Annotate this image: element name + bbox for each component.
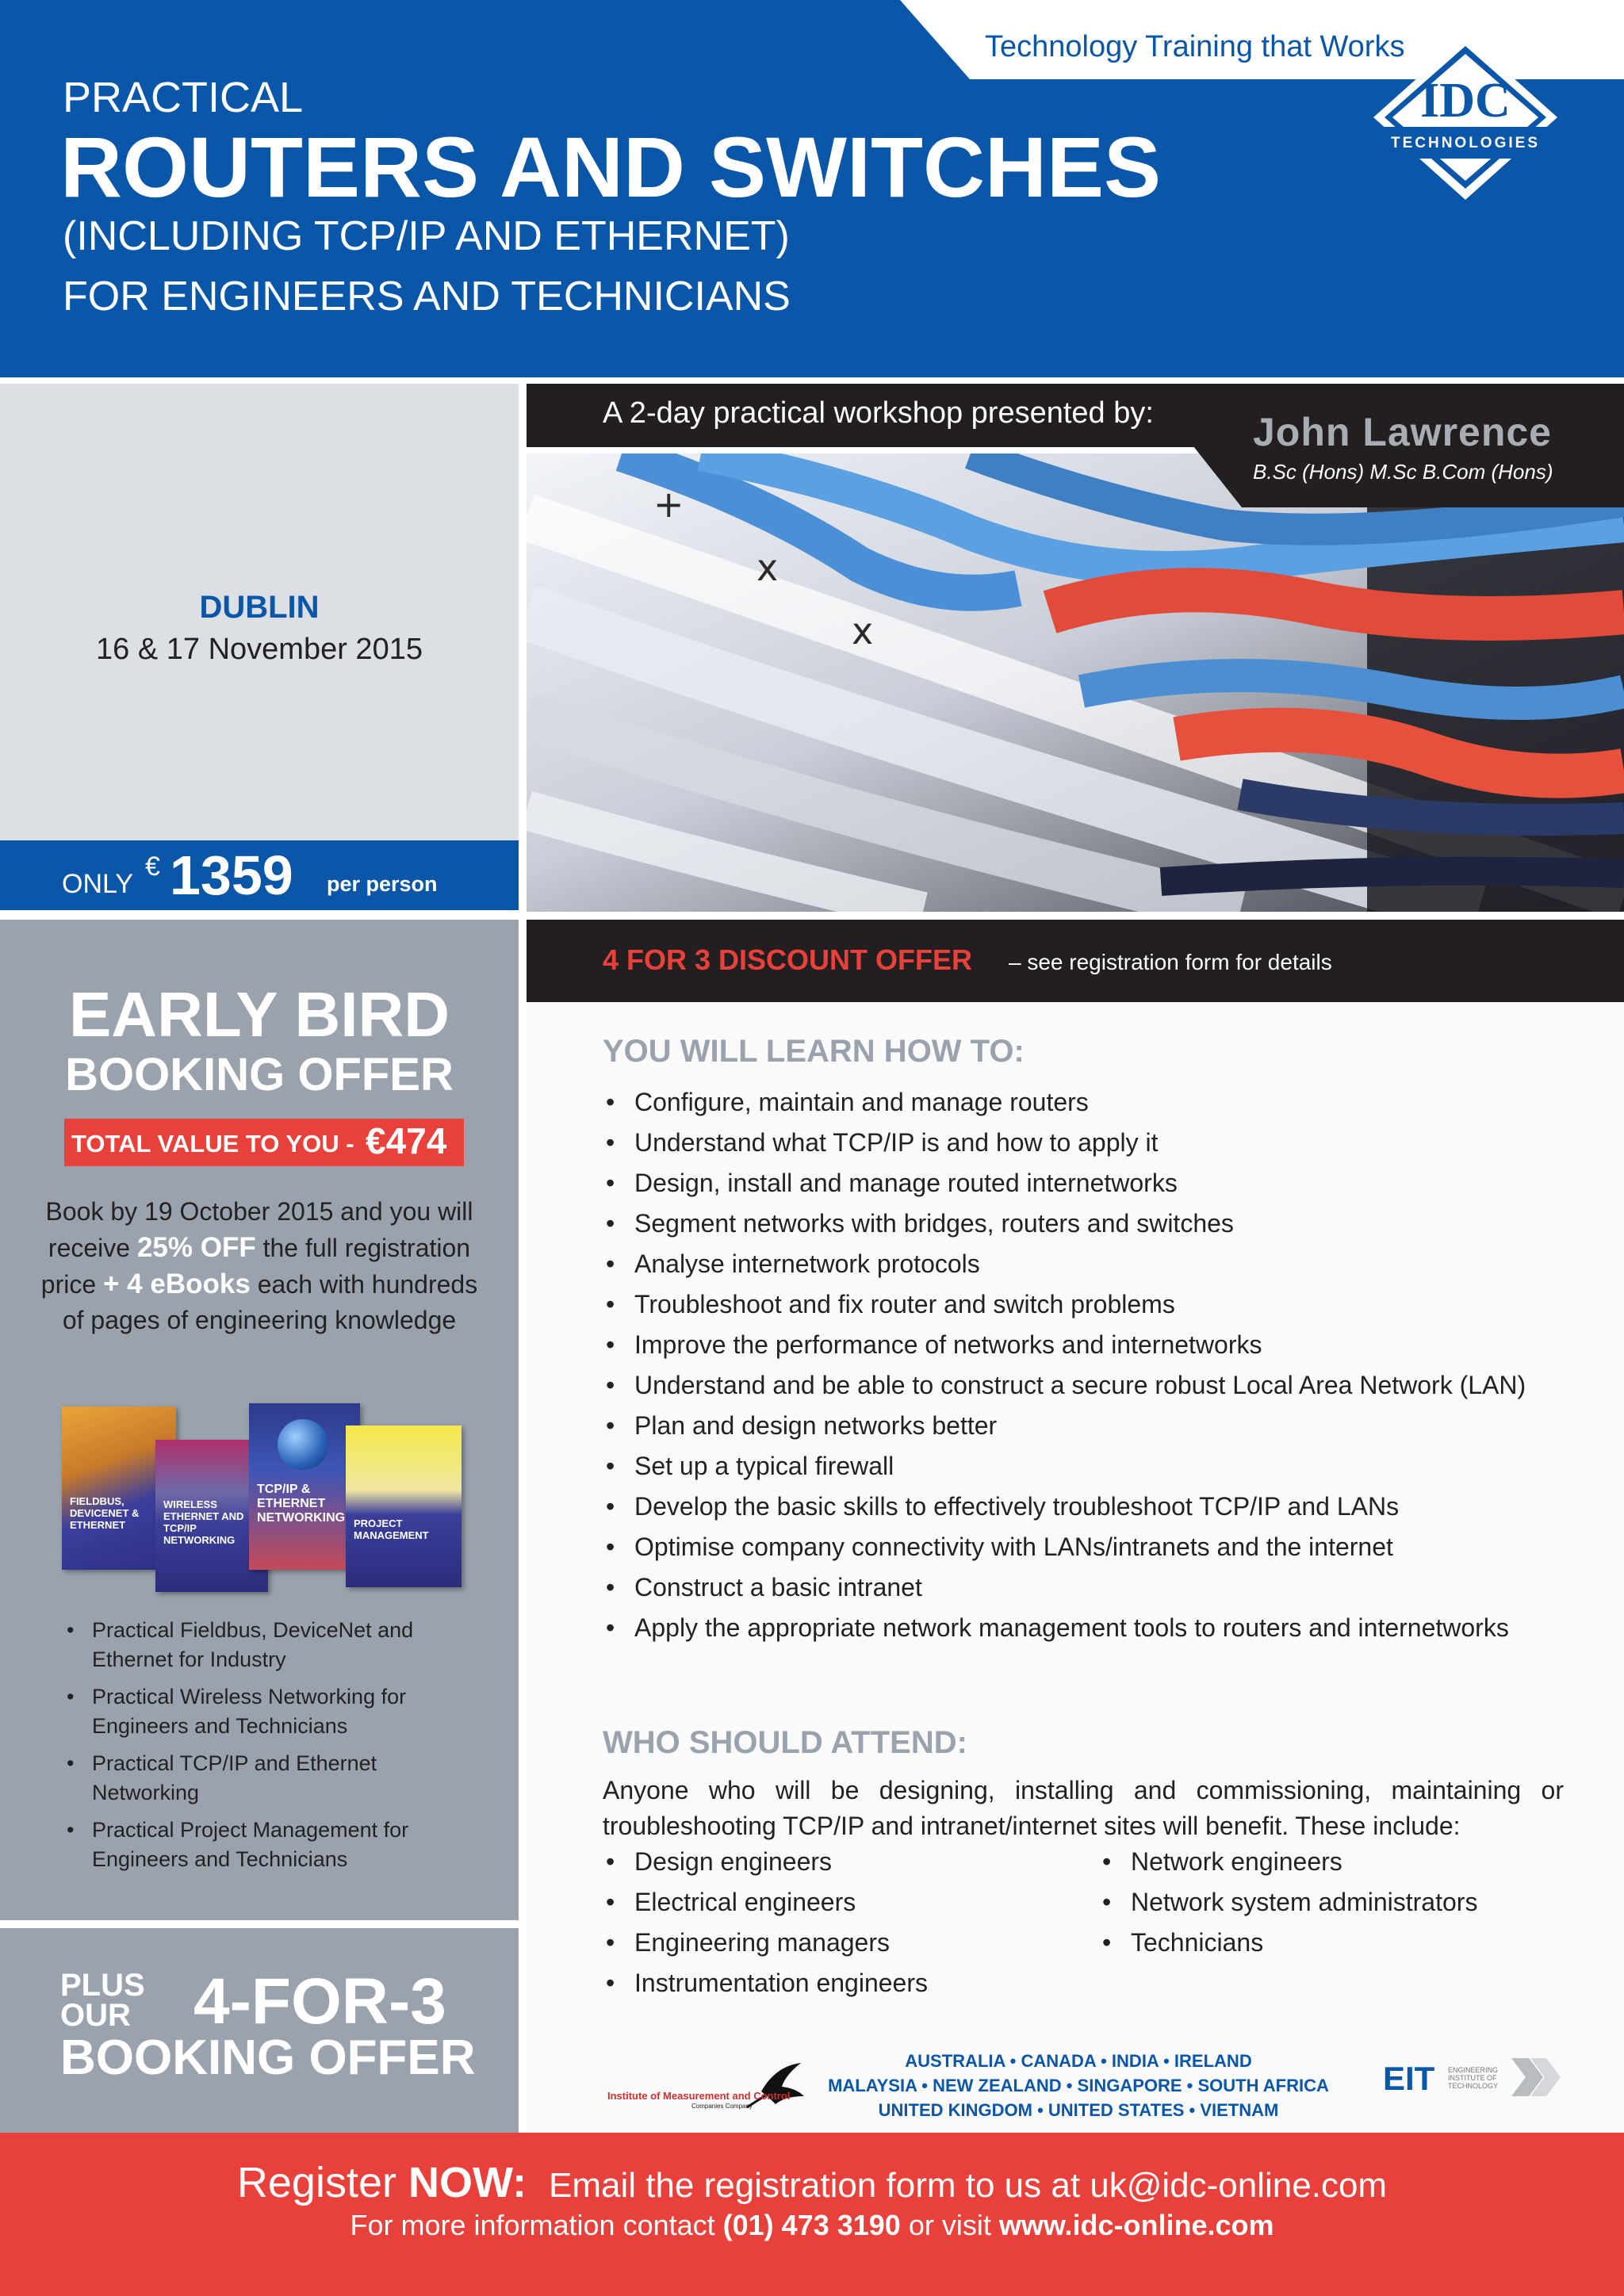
attend-list-left <box>603 1844 928 2006</box>
ebook-covers <box>62 1403 466 1592</box>
list-item: • Design engineers <box>603 1844 928 1879</box>
list-item: • Apply the appropriate network management tools to routers and internetworks <box>603 1610 1570 1645</box>
list-item: • Engineering managers <box>603 1925 928 1960</box>
contact-visit: or visit <box>900 2209 999 2241</box>
attend-list-right <box>1099 1844 1477 1965</box>
list-item: • Understand and be able to construct a secure robust Local Area Network (LAN) <box>603 1368 1570 1402</box>
contact-phone[interactable]: (01) 473 3190 <box>722 2209 901 2241</box>
ebook-cover-title-1: FIELDBUS, DEVICENET & ETHERNET <box>70 1495 140 1531</box>
countries-list <box>825 2049 1332 2122</box>
list-item: • Practical TCP/IP and Ethernet Networking <box>67 1749 479 1808</box>
early-bird-text-c: each with hundreds of pages of engineering knowledge <box>62 1270 478 1334</box>
attend-intro: Anyone who will be designing, installing and commissioning, maintaining or troubleshooting TCP/IP and intranet/internet sites will benefit. These include: <box>603 1776 1564 1840</box>
total-value-amount: €474 <box>366 1120 447 1161</box>
logo-subtext: TECHNOLOGIES <box>1390 135 1540 151</box>
title-prefix: PRACTICAL <box>63 74 304 121</box>
list-item: • Optimise company connectivity with LANs/intranets and the internet <box>603 1529 1570 1564</box>
ebooks-highlight: + 4 eBooks <box>103 1269 251 1299</box>
contact-line <box>0 2209 1624 2242</box>
list-item: • Practical Project Management for Engineers and Technicians <box>67 1816 479 1874</box>
early-bird-text <box>32 1194 487 1338</box>
attend-heading: WHO SHOULD ATTEND: <box>603 1725 967 1760</box>
chevron-right-icon <box>1507 2053 1564 2101</box>
total-value-label: TOTAL VALUE TO YOU - <box>71 1130 354 1158</box>
register-label: Register <box>236 2159 408 2206</box>
ebook-cover-title-3: TCP/IP & ETHERNET NETWORKING <box>257 1483 346 1525</box>
presenter-name: John Lawrence <box>1253 410 1552 454</box>
presenter-credentials: B.Sc (Hons) M.Sc B.Com (Hons) <box>1253 460 1553 484</box>
list-item: • Plan and design networks better <box>603 1408 1570 1443</box>
website-link[interactable]: www.idc-online.com <box>998 2209 1274 2241</box>
list-item: • Configure, maintain and manage routers <box>603 1085 1570 1119</box>
list-item: • Practical Wireless Networking for Engineers and Technicians <box>67 1682 479 1741</box>
early-bird-subtitle: BOOKING OFFER <box>65 1049 454 1100</box>
list-item: • Analyse internetwork protocols <box>603 1246 1570 1281</box>
list-item: • Understand what TCP/IP is and how to apply it <box>603 1125 1570 1160</box>
svg-text:+: + <box>653 483 684 526</box>
ebook-cover-title-4: PROJECT MANAGEMENT <box>354 1517 429 1541</box>
ebook-list <box>67 1616 479 1882</box>
discount-highlight: 25% OFF <box>136 1232 256 1263</box>
list-item: • Network engineers <box>1099 1844 1477 1879</box>
ebook-cover-3 <box>249 1403 360 1570</box>
list-item: • Construct a basic intranet <box>603 1570 1570 1605</box>
register-line <box>0 2158 1624 2207</box>
svg-text:x: x <box>756 546 779 589</box>
logo-text: IDC <box>1420 74 1511 128</box>
price-per-person: per person <box>327 872 438 896</box>
location-city: DUBLIN <box>199 590 320 625</box>
location-dates: 16 & 17 November 2015 <box>96 633 423 666</box>
list-item: • Design, install and manage routed internetworks <box>603 1165 1570 1200</box>
eit-logo: EIT <box>1383 2060 1435 2097</box>
tagline: Technology Training that Works <box>985 30 1405 63</box>
our-label: OUR <box>60 1998 131 2033</box>
list-item: • Set up a typical firewall <box>603 1448 1570 1483</box>
list-item: • Network system administrators <box>1099 1885 1477 1919</box>
countries-line-3: UNITED KINGDOM • UNITED STATES • VIETNAM <box>878 2100 1279 2120</box>
learn-list <box>603 1085 1570 1651</box>
imc-name: Institute of Measurement and Control <box>607 2090 791 2102</box>
eit-subtext: ENGINEERING INSTITUTE OF TECHNOLOGY <box>1448 2066 1499 2090</box>
ebook-cover-4 <box>346 1425 462 1587</box>
list-item: • Troubleshoot and fix router and switch problems <box>603 1287 1570 1322</box>
countries-line-2: MALAYSIA • NEW ZEALAND • SINGAPORE • SOUTH AFRICA <box>828 2076 1329 2095</box>
price-currency: € <box>145 851 160 882</box>
list-item: • Instrumentation engineers <box>603 1965 928 2000</box>
plus-label: PLUS <box>60 1968 145 2003</box>
list-item: • Electrical engineers <box>603 1885 928 1919</box>
svg-text:x: x <box>852 610 874 652</box>
contact-prefix: For more information contact <box>350 2209 723 2241</box>
countries-line-1: AUSTRALIA • CANADA • INDIA • IRELAND <box>905 2051 1252 2071</box>
list-item: • Develop the basic skills to effectively troubleshoot TCP/IP and LANs <box>603 1489 1570 1524</box>
discount-note: – see registration form for details <box>1009 950 1332 974</box>
booking-offer: BOOKING OFFER <box>60 2030 476 2085</box>
page-title: ROUTERS AND SWITCHES <box>60 119 1162 215</box>
early-bird-text-b: the full registration price <box>40 1234 471 1299</box>
early-bird-title: EARLY BIRD <box>68 979 450 1050</box>
network-cables-photo <box>527 453 1624 912</box>
subtitle-1: (INCLUDING TCP/IP AND ETHERNET) <box>63 213 790 259</box>
globe-icon <box>278 1419 328 1470</box>
presenter-label: A 2-day practical workshop presented by: <box>603 396 1154 430</box>
register-email-text[interactable]: Email the registration form to us at uk@idc-online.com <box>548 2166 1388 2205</box>
list-item: • Practical Fieldbus, DeviceNet and Ethernet for Industry <box>67 1616 479 1674</box>
early-bird-text-a: Book by 19 October 2015 and you will receive <box>45 1197 473 1262</box>
price-amount: 1359 <box>170 844 293 906</box>
list-item: • Segment networks with bridges, routers and switches <box>603 1206 1570 1241</box>
imc-subtext: Companies Company <box>691 2103 753 2110</box>
learn-heading: YOU WILL LEARN HOW TO: <box>603 1034 1025 1069</box>
subtitle-2: FOR ENGINEERS AND TECHNICIANS <box>63 274 791 320</box>
register-now: NOW: <box>408 2159 527 2206</box>
price-only: ONLY <box>62 869 134 899</box>
idc-logo <box>1370 33 1561 201</box>
discount-offer: 4 FOR 3 DISCOUNT OFFER <box>603 943 973 976</box>
ebook-cover-title-2: WIRELESS ETHERNET AND TCP/IP NETWORKING <box>163 1498 244 1546</box>
four-for-three: 4-FOR-3 <box>193 1965 446 2038</box>
list-item: • Improve the performance of networks and internetworks <box>603 1327 1570 1362</box>
list-item: • Technicians <box>1099 1925 1477 1960</box>
